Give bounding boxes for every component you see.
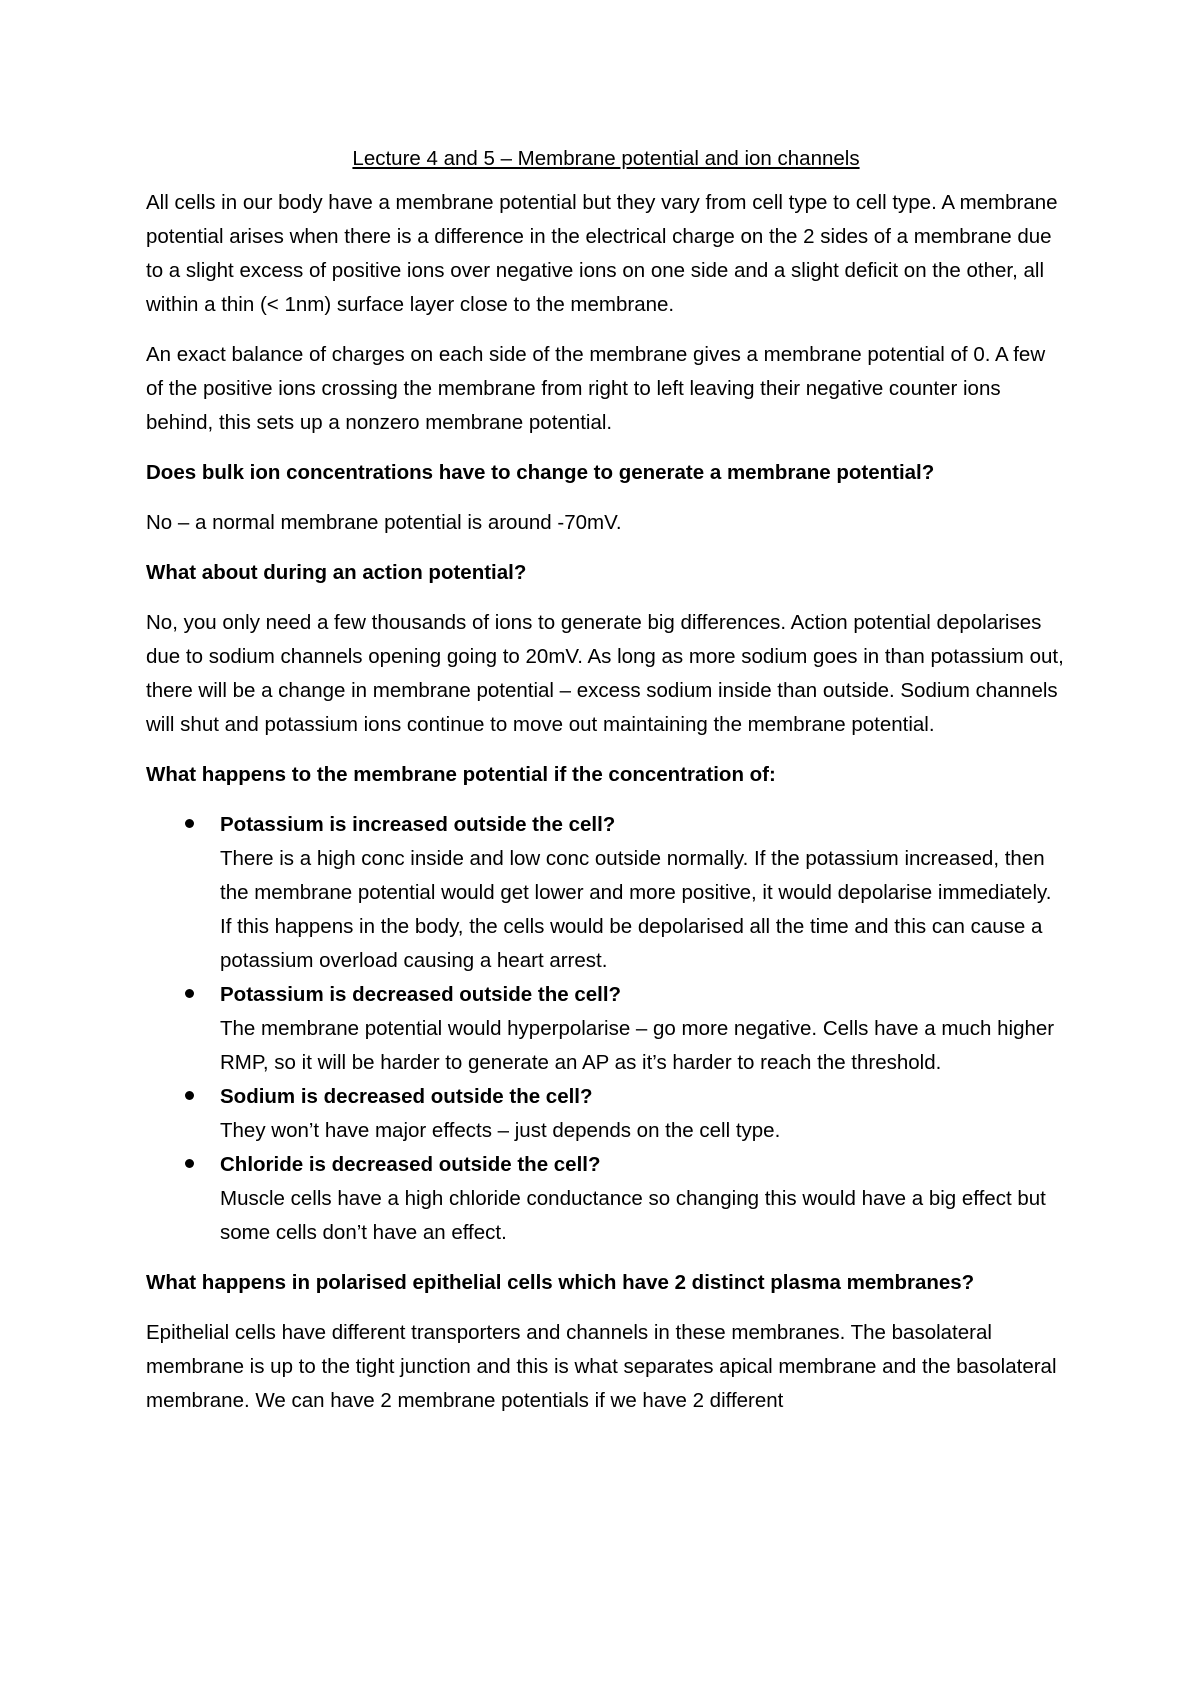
bullet-question: Sodium is decreased outside the cell? <box>220 1085 593 1108</box>
bullet-dot-icon <box>185 1159 194 1168</box>
bullet-question: Chloride is decreased outside the cell? <box>220 1153 601 1176</box>
bullet-answer: They won’t have major effects – just depends on the cell type. <box>220 1119 781 1142</box>
bullet-answer: Muscle cells have a high chloride conductance so changing this would have a big effect but some cells don’t have an effect. <box>220 1187 1046 1244</box>
answer-action-potential: No, you only need a few thousands of ions to generate big differences. Action potential depolarises due to sodium channels opening going to 20mV. As long as more sodium goes in than potassium out, there will be a change in membrane potential – excess sodium inside than outside. Sodium channels will shut and potassium ions continue to move out maintaining the membrane potential. <box>146 611 1064 736</box>
bullet-dot-icon <box>185 989 194 998</box>
page-title: Lecture 4 and 5 – Membrane potential and ion channels <box>352 147 860 170</box>
question-action-potential: What about during an action potential? <box>146 561 527 584</box>
question-epithelial-cells: What happens in polarised epithelial cells which have 2 distinct plasma membranes? <box>146 1271 975 1294</box>
bullet-answer: There is a high conc inside and low conc outside normally. If the potassium increased, then the membrane potential would get lower and more positive, it would depolarise immediately. If this happens in the body, the cells would be depolarised all the time and this can cause a potassium overload causing a heart arrest. <box>220 847 1052 972</box>
paragraph-membrane-potential-intro: All cells in our body have a membrane potential but they vary from cell type to cell type. A membrane potential arises when there is a difference in the electrical charge on the 2 sides of a membrane due to a slight excess of positive ions over negative ions on one side and a slight deficit on the other, all within a thin (< 1nm) surface layer close to the membrane. <box>146 191 1058 316</box>
paragraph-charge-balance: An exact balance of charges on each side of the membrane gives a membrane potential of 0. A few of the positive ions crossing the membrane from right to left leaving their negative counter ions behind, this sets up a nonzero membrane potential. <box>146 343 1046 434</box>
list-item <box>146 1080 1066 1148</box>
bullet-answer: The membrane potential would hyperpolarise – go more negative. Cells have a much higher RMP, so it will be harder to generate an AP as it’s harder to reach the threshold. <box>220 1017 1055 1074</box>
list-item <box>146 978 1066 1080</box>
list-item <box>146 808 1066 978</box>
bullet-dot-icon <box>185 819 194 828</box>
bullet-question: Potassium is increased outside the cell? <box>220 813 616 836</box>
question-bulk-ion-concentrations: Does bulk ion concentrations have to change to generate a membrane potential? <box>146 461 935 484</box>
question-concentration-change: What happens to the membrane potential if the concentration of: <box>146 763 776 786</box>
bullet-question: Potassium is decreased outside the cell? <box>220 983 622 1006</box>
document-body <box>146 142 1066 1434</box>
answer-bulk-ion-concentrations: No – a normal membrane potential is around -70mV. <box>146 511 622 534</box>
concentration-bullet-list <box>146 808 1066 1250</box>
answer-epithelial-cells: Epithelial cells have different transporters and channels in these membranes. The basolateral membrane is up to the tight junction and this is what separates apical membrane and the basolateral membrane. We can have 2 membrane potentials if we have 2 different <box>146 1321 1057 1412</box>
list-item <box>146 1148 1066 1250</box>
bullet-dot-icon <box>185 1091 194 1100</box>
